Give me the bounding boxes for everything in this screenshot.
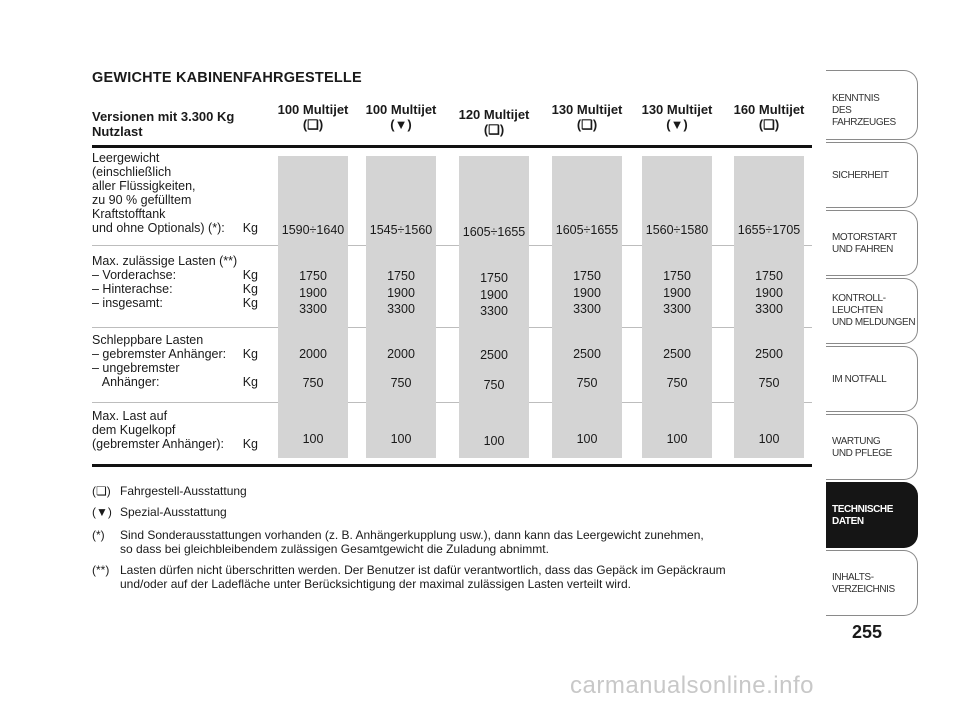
front-axle-value: 1750: [663, 269, 691, 283]
unbraked-trailer-value: 750: [302, 376, 324, 390]
tab-im-notfall[interactable]: [826, 346, 918, 412]
total-value: 3300: [755, 302, 783, 316]
tab-label: KONTROLL- LEUCHTEN UND MELDUNGEN: [832, 293, 916, 328]
tare-value: 1545÷1560: [369, 223, 433, 237]
section-title: GEWICHTE KABINENFAHRGESTELLE: [92, 70, 362, 86]
version-column: [451, 102, 537, 448]
equipment-symbol: (▼): [390, 117, 412, 132]
rear-axle-value: 1900: [573, 286, 601, 300]
tare-value: 1655÷1705: [737, 223, 801, 237]
legend-key: (*): [92, 528, 105, 542]
tare-value: 1560÷1580: [645, 223, 709, 237]
rear-axle-value: 1900: [387, 286, 415, 300]
unbraked-trailer-value: 750: [758, 376, 780, 390]
tare-value: 1590÷1640: [281, 223, 345, 237]
rear-axle-value: 1900: [480, 288, 508, 302]
rear-axle-value: 1900: [663, 286, 691, 300]
version-column: [358, 102, 444, 446]
total-value: 3300: [663, 302, 691, 316]
front-axle-value: 1750: [299, 269, 327, 283]
version-name: 120 Multijet: [458, 107, 530, 122]
front-axle-value: 1750: [573, 269, 601, 283]
legend-key: (❏): [92, 484, 111, 498]
total-value: 3300: [299, 302, 327, 316]
unbraked-trailer-value: 750: [576, 376, 598, 390]
version-name: 130 Multijet: [641, 102, 713, 117]
braked-trailer-value: 2500: [755, 347, 783, 361]
coupling-load-value: 100: [666, 432, 688, 446]
rear-axle-value: 1900: [755, 286, 783, 300]
version-column: [634, 102, 720, 446]
tab-label: WARTUNG UND PFLEGE: [832, 436, 892, 459]
braked-trailer-value: 2000: [299, 347, 327, 361]
version-column: [270, 102, 356, 446]
unbraked-trailer-value: 750: [666, 376, 688, 390]
equipment-symbol: (❏): [483, 122, 505, 137]
legend-text: Sind Sonderausstattungen vorhanden (z. B. Anhängerkupplung usw.), dann kann das Leergewicht zunehmen, so dass bei gleichbleibendem zulässigen Gesamtgewicht die Zuladung abnimmt.: [120, 528, 704, 556]
tab-label: INHALTS- VERZEICHNIS: [832, 572, 895, 595]
tab-sicherheit[interactable]: [826, 142, 918, 208]
legend-key: (▼): [92, 505, 112, 519]
tab-label: KENNTNIS DES FAHRZEUGES: [832, 93, 896, 128]
total-value: 3300: [480, 304, 508, 318]
row-label-axle: Max. zulässige Lasten (**) – Vorderachse: Kg – Hinterachse: Kg – insgesamt: Kg: [92, 254, 258, 310]
row-label-coupling: Max. Last auf dem Kugelkopf (gebremster Anhänger): Kg: [92, 409, 258, 451]
legend-key: (**): [92, 563, 110, 577]
tab-label: MOTORSTART UND FAHREN: [832, 232, 897, 255]
braked-trailer-value: 2500: [663, 347, 691, 361]
coupling-load-value: 100: [390, 432, 412, 446]
tab-wartung[interactable]: [826, 414, 918, 480]
equipment-symbol: (❏): [758, 117, 780, 132]
front-axle-value: 1750: [755, 269, 783, 283]
legend-text: Spezial-Ausstattung: [120, 505, 227, 519]
tab-label: SICHERHEIT: [832, 170, 889, 181]
version-name: 100 Multijet: [365, 102, 437, 117]
versions-header-line: Versionen mit 3.300 Kg: [92, 109, 235, 124]
front-axle-value: 1750: [480, 271, 508, 285]
page-number: 255: [852, 622, 883, 642]
unbraked-trailer-value: 750: [483, 378, 505, 392]
tab-motorstart[interactable]: [826, 210, 918, 276]
version-name: 130 Multijet: [551, 102, 623, 117]
rear-axle-value: 1900: [299, 286, 327, 300]
versions-header: [92, 109, 262, 139]
equipment-symbol: (❏): [576, 117, 598, 132]
tab-label: IM NOTFALL: [832, 374, 887, 385]
version-name: 160 Multijet: [733, 102, 805, 117]
version-column: [544, 102, 630, 446]
equipment-symbol: (▼): [666, 117, 688, 132]
tare-value: 1605÷1655: [555, 223, 619, 237]
watermark: carmanualsonline.info: [570, 672, 814, 699]
version-column: [726, 102, 812, 446]
coupling-load-value: 100: [483, 434, 505, 448]
header-rule: [92, 145, 812, 148]
unbraked-trailer-value: 750: [390, 376, 412, 390]
braked-trailer-value: 2000: [387, 347, 415, 361]
version-name: 100 Multijet: [277, 102, 349, 117]
total-value: 3300: [573, 302, 601, 316]
tab-label: TECHNISCHE DATEN: [832, 504, 894, 527]
coupling-load-value: 100: [576, 432, 598, 446]
tab-inhaltsverzeichnis[interactable]: [826, 550, 918, 616]
braked-trailer-value: 2500: [573, 347, 601, 361]
tab-kontrollleuchten[interactable]: [826, 278, 918, 344]
coupling-load-value: 100: [758, 432, 780, 446]
tab-kenntnis[interactable]: [826, 70, 918, 140]
braked-trailer-value: 2500: [480, 348, 508, 362]
legend-text: Lasten dürfen nicht überschritten werden. Der Benutzer ist dafür verantwortlich, dass das Gepäck im Gepäckraum und/oder auf der Ladefläche unter Berücksichtigung der maximal zulässigen Lasten verteilt wird.: [120, 563, 726, 591]
table-bottom-rule: [92, 464, 812, 467]
tab-technische-daten[interactable]: [826, 482, 918, 548]
front-axle-value: 1750: [387, 269, 415, 283]
versions-header-line: Nutzlast: [92, 124, 143, 139]
row-label-towing: Schleppbare Lasten – gebremster Anhänger: Kg – ungebremster Anhänger: Kg: [92, 333, 258, 389]
total-value: 3300: [387, 302, 415, 316]
row-label-tare: Leergewicht (einschließlich aller Flüssigkeiten, zu 90 % gefülltem Kraftstofftank und ohne Optionals) (*): Kg: [92, 151, 258, 235]
equipment-symbol: (❏): [302, 117, 324, 132]
tare-value: 1605÷1655: [462, 225, 526, 239]
coupling-load-value: 100: [302, 432, 324, 446]
legend-text: Fahrgestell-Ausstattung: [120, 484, 247, 498]
